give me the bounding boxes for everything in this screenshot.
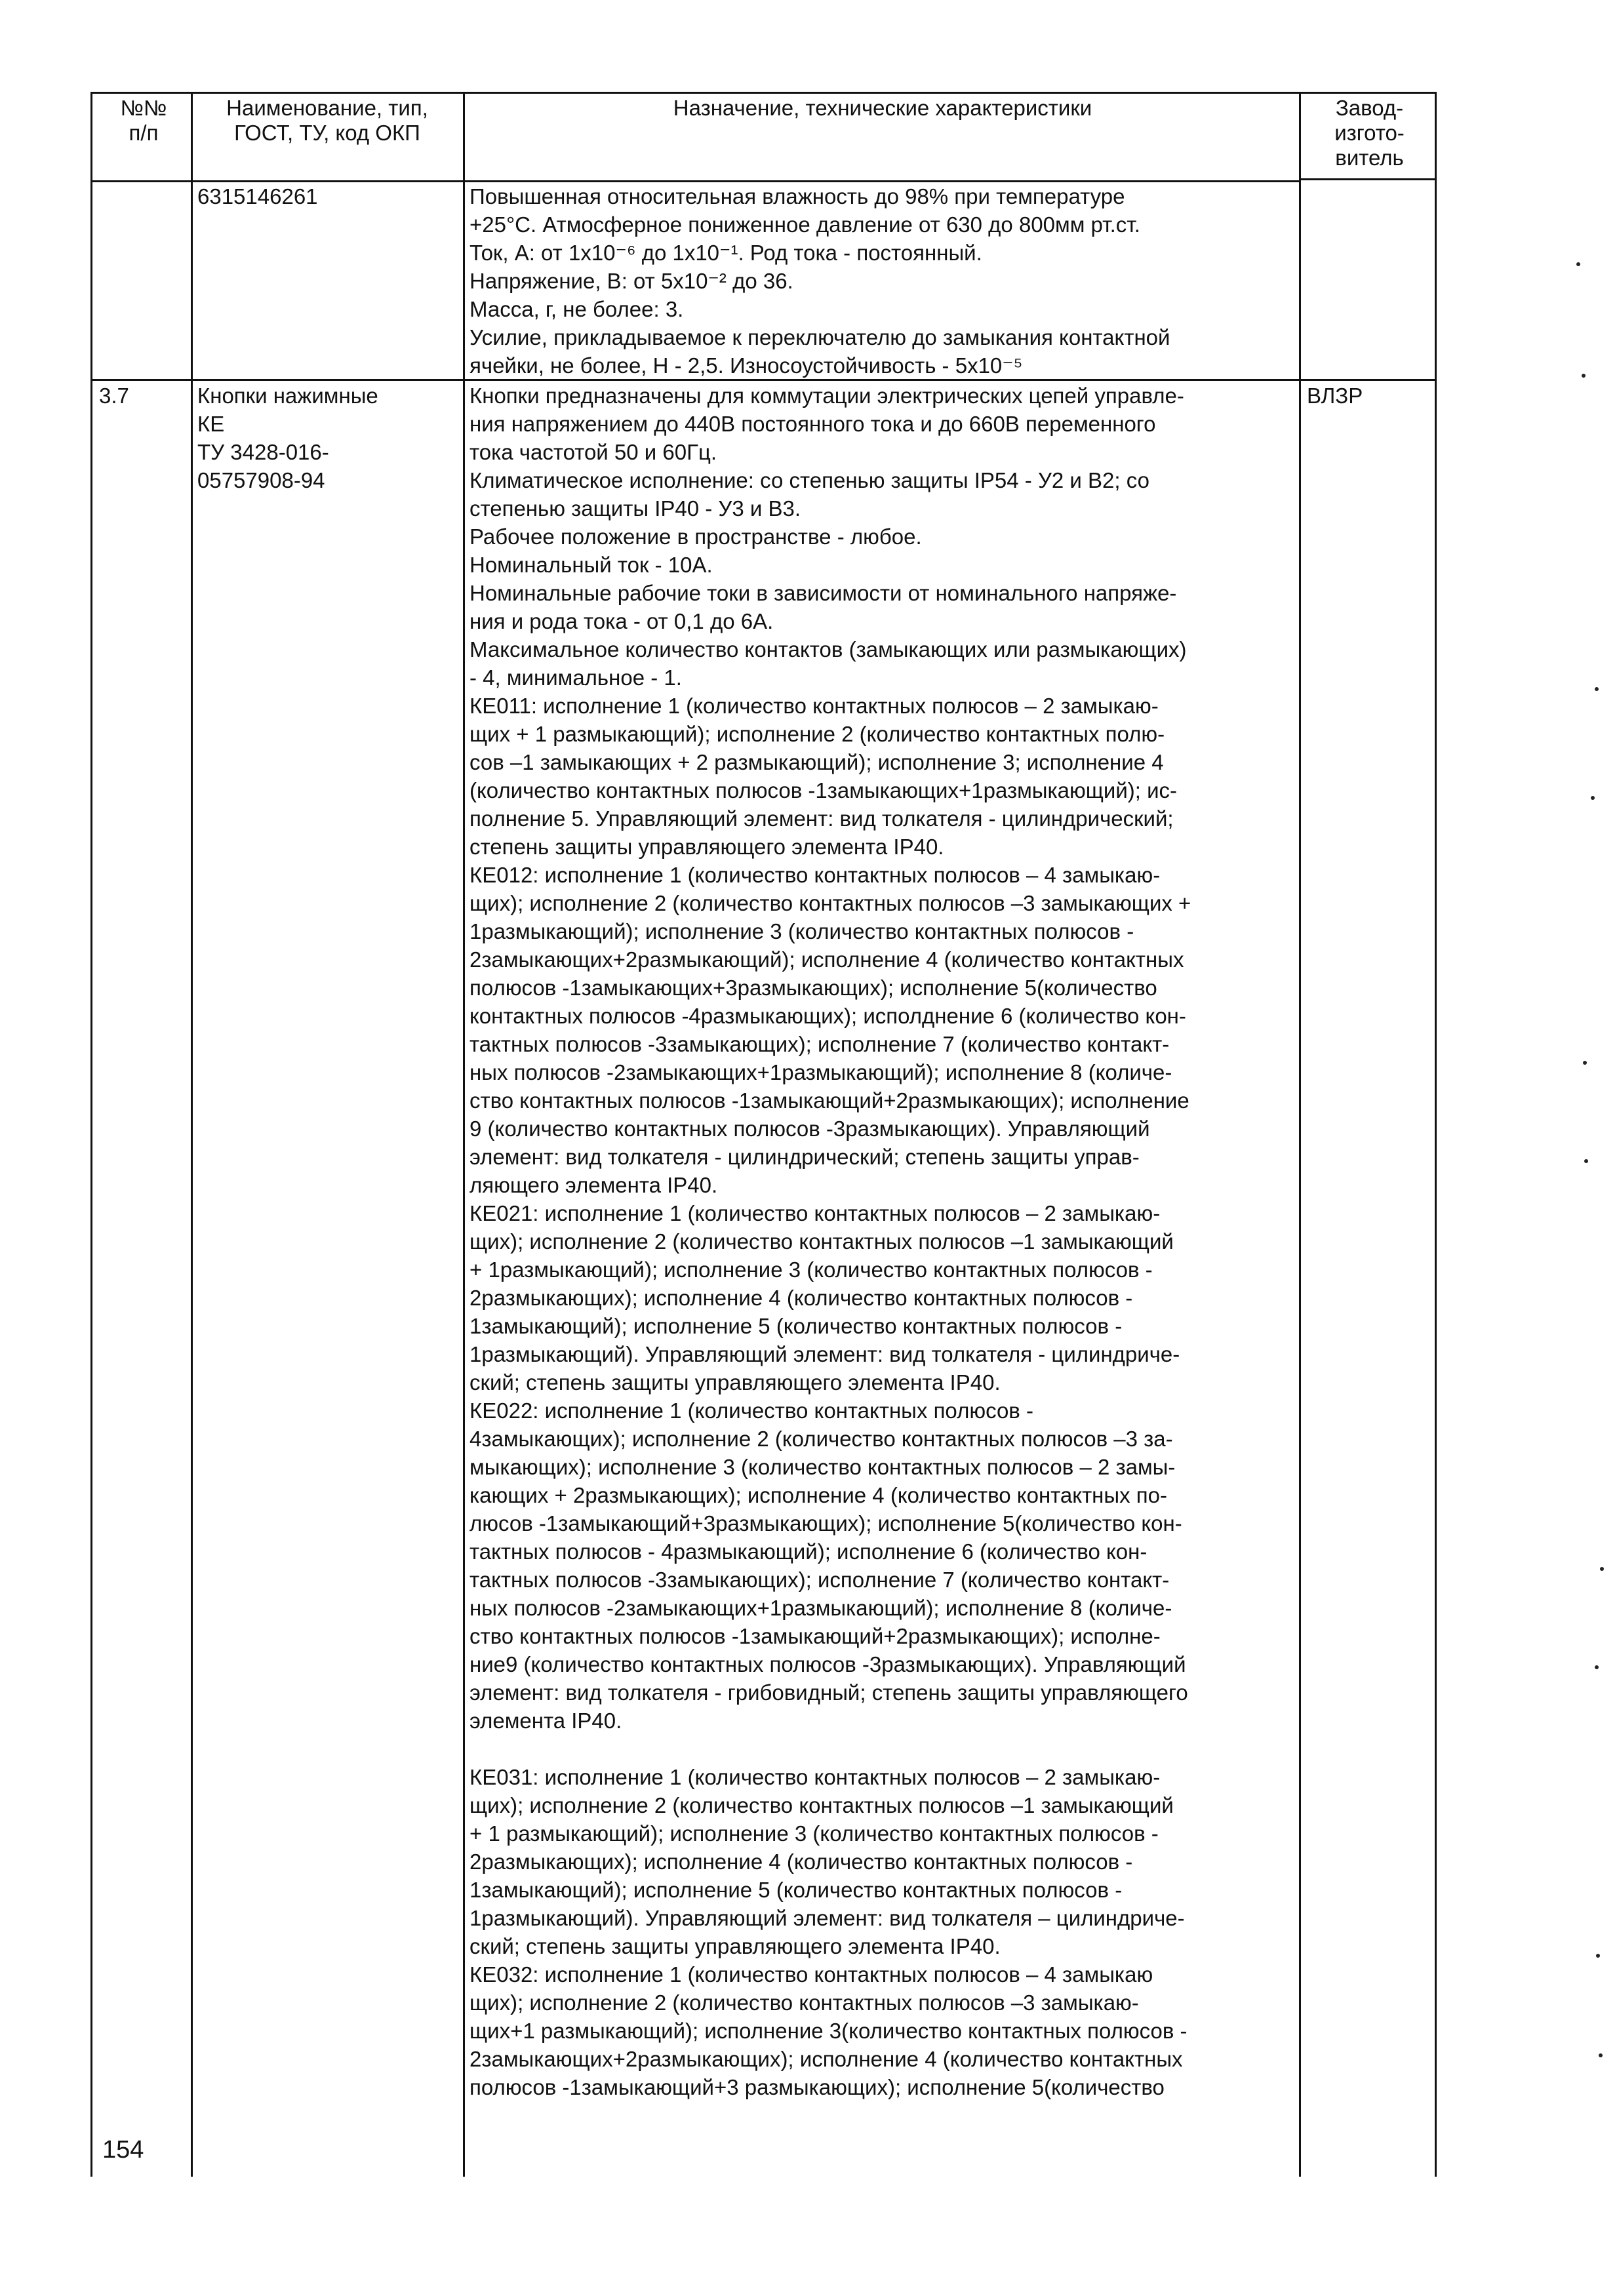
description-line: элемент: вид толкателя - цилиндрический; степень защиты управ- [469, 1145, 1140, 1169]
row-name-line: Кнопки нажимные [197, 384, 378, 408]
row-maker-cell [1307, 382, 1431, 410]
description-line: КЕ031: исполнение 1 (количество контактных полюсов – 2 замыкаю- [469, 1765, 1161, 1789]
row-description-cell [469, 182, 1297, 380]
page-number: 154 [102, 2136, 144, 2164]
description-line [469, 1735, 1297, 1763]
column-rule [463, 92, 465, 2177]
description-line: щих); исполнение 2 (количество контактных полюсов –1 замыкающий [469, 1229, 1174, 1254]
description-line: ячейки, не более, Н - 2,5. Износоустойчивость - 5х10⁻⁵ [469, 353, 1023, 378]
description-line: мыкающих); исполнение 3 (количество контактных полюсов – 2 замы- [469, 1455, 1176, 1479]
description-line: степенью защиты IP40 - У3 и В3. [469, 496, 801, 521]
description-line: 2размыкающих); исполнение 4 (количество контактных полюсов - [469, 1286, 1133, 1310]
description-line: 9 (количество контактных полюсов -3размыкающих). Управляющий [469, 1117, 1150, 1141]
row-description-cell [469, 382, 1297, 2101]
description-line: (количество контактных полюсов -1замыкающих+1размыкающий); ис- [469, 778, 1178, 802]
description-line: 1замыкающий); исполнение 5 (количество контактных полюсов - [469, 1314, 1123, 1338]
description-line: 2замыкающих+2размыкающих); исполнение 4 (количество контактных [469, 2047, 1183, 2071]
description-line: тока частотой 50 и 60Гц. [469, 440, 717, 464]
description-line: тактных полюсов - 4размыкающий); исполнение 6 (количество кон- [469, 1539, 1148, 1564]
description-line: 1размыкающий). Управляющий элемент: вид толкателя – цилиндриче- [469, 1906, 1185, 1930]
description-line: КЕ021: исполнение 1 (количество контактных полюсов – 2 замыкаю- [469, 1201, 1161, 1225]
description-line: элемент: вид толкателя - грибовидный; степень защиты управляющего [469, 1680, 1188, 1705]
description-line: Повышенная относительная влажность до 98% при температуре [469, 184, 1125, 208]
description-line: - 4, минимальное - 1. [469, 665, 682, 690]
description-line: ных полюсов -2замыкающих+1размыкающий); исполнение 8 (количе- [469, 1596, 1172, 1620]
description-line: тактных полюсов -3замыкающих); исполнение 7 (количество контакт- [469, 1032, 1170, 1056]
column-rule [1435, 92, 1437, 2177]
description-line: ние9 (количество контактных полюсов -3размыкающих). Управляющий [469, 1652, 1186, 1676]
header-number-line1: №№ [120, 96, 167, 120]
row-name-line: ТУ 3428-016- [197, 440, 329, 464]
description-line: + 1размыкающий); исполнение 3 (количество контактных полюсов - [469, 1257, 1153, 1282]
scan-speck [1600, 1567, 1604, 1571]
header-maker-line1: Завод- [1335, 96, 1404, 120]
description-line: щих); исполнение 2 (количество контактных полюсов –1 замыкающий [469, 1793, 1174, 1817]
description-line: КЕ032: исполнение 1 (количество контактных полюсов – 4 замыкаю [469, 1962, 1153, 1987]
description-line: ных полюсов -2замыкающих+1размыкающий); исполнение 8 (количе- [469, 1060, 1172, 1084]
description-line: 1размыкающий). Управляющий элемент: вид толкателя - цилиндриче- [469, 1342, 1180, 1366]
scan-speck [1582, 374, 1586, 378]
scan-speck [1596, 1954, 1600, 1958]
scan-speck [1583, 1061, 1587, 1065]
scan-speck [1584, 1159, 1588, 1163]
description-line: ство контактных полюсов -1замыкающий+2размыкающих); исполне- [469, 1624, 1161, 1648]
row-name-cell [197, 382, 460, 494]
description-line: Рабочее положение в пространстве - любое. [469, 525, 922, 549]
header-maker-line3: витель [1335, 146, 1404, 170]
description-line: щих); исполнение 2 (количество контактных полюсов –3 замыкаю- [469, 1990, 1139, 2015]
header-number-line2: п/п [129, 121, 159, 145]
row-name-line: КЕ [197, 412, 225, 436]
header-rule-maker [1299, 178, 1437, 180]
row-number: 3.7 [99, 384, 129, 408]
scan-speck [1595, 1665, 1599, 1669]
row-name-cell [197, 182, 460, 210]
table-top-rule [92, 92, 1437, 94]
header-name [196, 96, 458, 146]
header-maker-line2: изгото- [1334, 121, 1405, 145]
scan-speck [1595, 687, 1599, 691]
header-name-line1: Наименование, тип, [226, 96, 428, 120]
description-line: Усилие, прикладываемое к переключателю до замыкания контактной [469, 325, 1170, 349]
description-line: 2размыкающих); исполнение 4 (количество контактных полюсов - [469, 1850, 1133, 1874]
description-line: КЕ011: исполнение 1 (количество контактных полюсов – 2 замыкаю- [469, 694, 1159, 718]
description-line: Кнопки предназначены для коммутации электрических цепей управле- [469, 384, 1184, 408]
description-line: ство контактных полюсов -1замыкающий+2размыкающих); исполнение [469, 1088, 1189, 1113]
scan-speck [1591, 796, 1595, 800]
description-line: полюсов -1замыкающий+3 размыкающих); исполнение 5(количество [469, 2075, 1165, 2099]
description-line: + 1 размыкающий); исполнение 3 (количество контактных полюсов - [469, 1821, 1159, 1846]
description-line: Климатическое исполнение: со степенью защиты IP54 - У2 и В2; со [469, 468, 1149, 492]
description-line: 1размыкающий); исполнение 3 (количество контактных полюсов - [469, 919, 1134, 943]
description-line: полюсов -1замыкающих+3размыкающих); исполнение 5(количество [469, 976, 1157, 1000]
description-line: +25°С. Атмосферное пониженное давление от 630 до 800мм рт.ст. [469, 212, 1140, 237]
description-line: Номинальные рабочие токи в зависимости от номинального напряже- [469, 581, 1177, 605]
description-line: щих+1 размыкающий); исполнение 3(количество контактных полюсов - [469, 2019, 1188, 2043]
description-line: 2замыкающих+2размыкающий); исполнение 4 (количество контактных [469, 947, 1184, 972]
description-line: 1замыкающий); исполнение 5 (количество контактных полюсов - [469, 1878, 1123, 1902]
description-line: КЕ012: исполнение 1 (количество контактных полюсов – 4 замыкаю- [469, 863, 1161, 887]
header-number [98, 96, 190, 146]
description-line: ляющего элемента IP40. [469, 1173, 718, 1197]
description-line: сов –1 замыкающих + 2 размыкающий); исполнение 3; исполнение 4 [469, 750, 1164, 774]
description-line: щих); исполнение 2 (количество контактных полюсов –3 замыкающих + [469, 891, 1191, 915]
description-line: элемента IP40. [469, 1709, 622, 1733]
description-line: ский; степень защиты управляющего элемента IP40. [469, 1370, 1001, 1395]
description-line: Ток, А: от 1х10⁻⁶ до 1х10⁻¹. Род тока - постоянный. [469, 241, 982, 265]
spec-table [90, 92, 1437, 2177]
header-purpose-label: Назначение, технические характеристики [673, 96, 1092, 120]
description-line: Номинальный ток - 10А. [469, 553, 713, 577]
column-rule [191, 92, 193, 2177]
description-line: Масса, г, не более: 3. [469, 297, 684, 321]
description-line: полнение 5. Управляющий элемент: вид толкателя - цилиндрический; [469, 806, 1174, 831]
description-line: щих + 1 размыкающий); исполнение 2 (количество контактных полю- [469, 722, 1165, 746]
description-line: кающих + 2размыкающих); исполнение 4 (количество контактных по- [469, 1483, 1168, 1507]
row-name-line: 05757908-94 [197, 468, 325, 492]
description-line: Напряжение, В: от 5х10⁻² до 36. [469, 269, 793, 293]
header-purpose [469, 96, 1296, 121]
description-line: ния и рода тока - от 0,1 до 6А. [469, 609, 774, 633]
header-name-line2: ГОСТ, ТУ, код ОКП [234, 121, 420, 145]
description-line: 4замыкающих); исполнение 2 (количество контактных полюсов –3 за- [469, 1427, 1173, 1451]
description-line: степень защиты управляющего элемента IP40. [469, 835, 944, 859]
column-rule [1299, 92, 1301, 2177]
row-number-cell [99, 382, 188, 410]
row-name-line: 6315146261 [197, 184, 318, 208]
description-line: ния напряжением до 440В постоянного тока и до 660В переменного [469, 412, 1156, 436]
description-line: тактных полюсов -3замыкающих); исполнение 7 (количество контакт- [469, 1568, 1170, 1592]
description-line: КЕ022: исполнение 1 (количество контактных полюсов - [469, 1398, 1033, 1423]
header-maker [1306, 96, 1433, 170]
row-maker: ВЛЗР [1307, 384, 1363, 408]
scan-speck [1599, 2053, 1603, 2057]
description-line: контактных полюсов -4размыкающих); исполднение 6 (количество кон- [469, 1004, 1186, 1028]
description-line: люсов -1замыкающий+3размыкающих); исполнение 5(количество кон- [469, 1511, 1182, 1535]
description-line: ский; степень защиты управляющего элемента IP40. [469, 1934, 1001, 1958]
scan-speck [1576, 262, 1580, 266]
description-line: Максимальное количество контактов (замыкающих или размыкающих) [469, 637, 1187, 662]
